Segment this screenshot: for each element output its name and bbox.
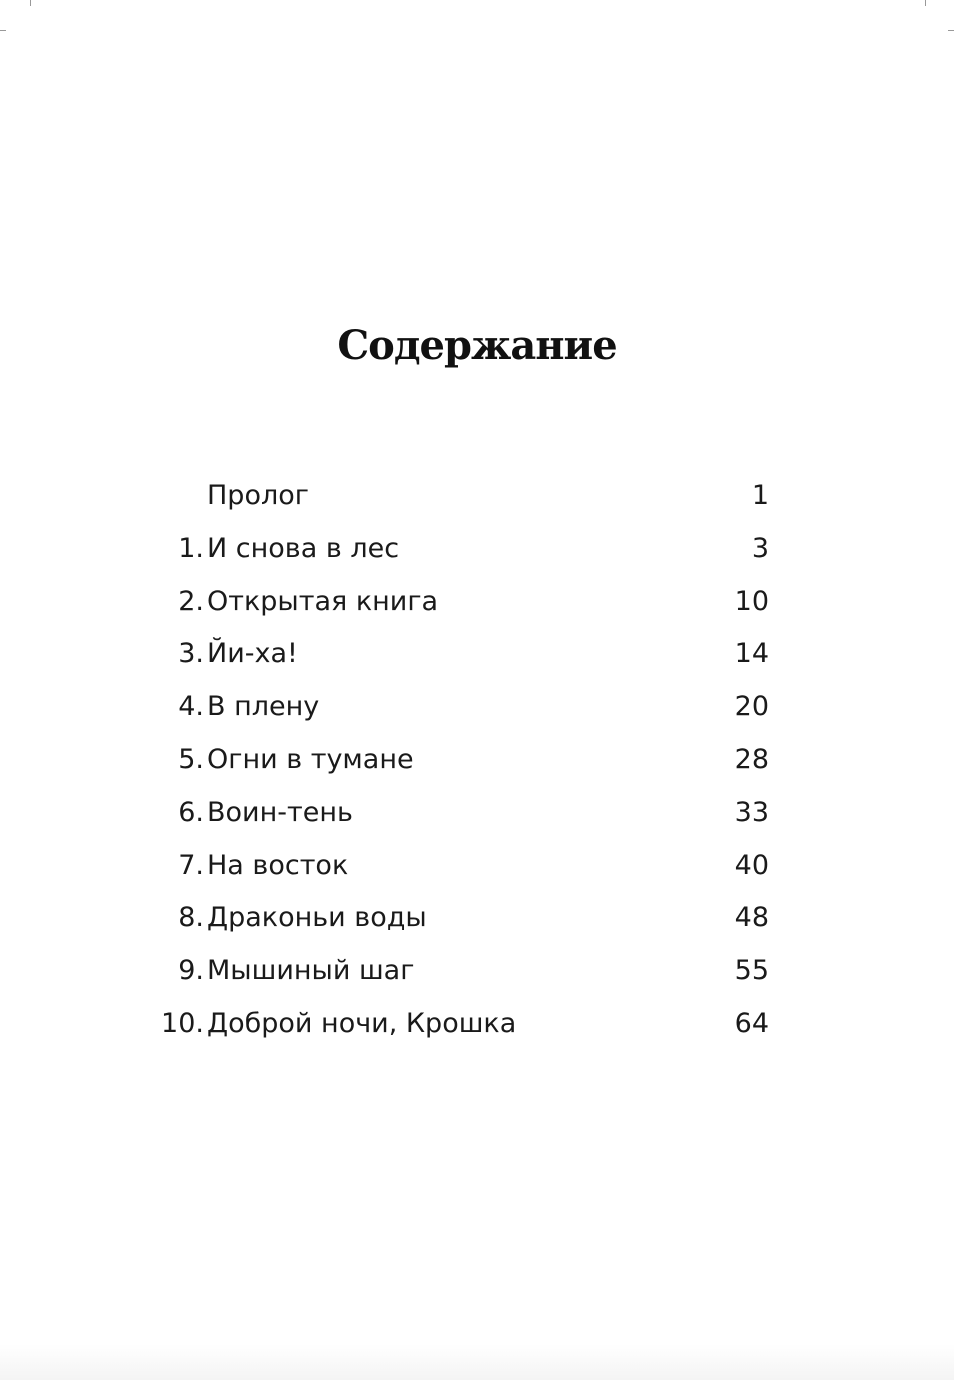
page-number: 40 bbox=[734, 849, 769, 881]
page-number: 64 bbox=[734, 1007, 769, 1039]
chapter-number: 8. bbox=[178, 902, 204, 934]
toc-entry[interactable] bbox=[0, 734, 954, 787]
toc-entry[interactable] bbox=[0, 523, 954, 576]
toc-entry[interactable] bbox=[0, 576, 954, 629]
toc-entry[interactable] bbox=[0, 840, 954, 893]
page-number: 20 bbox=[734, 691, 769, 723]
chapter-number: 3. bbox=[178, 638, 204, 670]
toc-entry[interactable] bbox=[0, 628, 954, 681]
crop-mark bbox=[0, 30, 6, 31]
toc-entry[interactable] bbox=[0, 892, 954, 945]
chapter-number: 5. bbox=[178, 743, 204, 775]
page-number: 1 bbox=[751, 480, 769, 511]
chapter-title: Пролог bbox=[207, 480, 309, 511]
page-bottom-shade bbox=[0, 1344, 954, 1380]
toc-title: Содержание bbox=[337, 322, 617, 369]
chapter-title: И снова в лес bbox=[207, 532, 400, 564]
toc-entry[interactable] bbox=[0, 998, 954, 1051]
chapter-title: Драконьи воды bbox=[207, 902, 427, 934]
chapter-title: Мышиный шаг bbox=[207, 955, 415, 987]
toc-entry[interactable] bbox=[0, 787, 954, 840]
chapter-number: 6. bbox=[178, 796, 204, 828]
page-number: 28 bbox=[734, 743, 769, 775]
page-number: 10 bbox=[734, 585, 769, 617]
chapter-title: Йи-ха! bbox=[207, 638, 298, 670]
toc-entry[interactable] bbox=[0, 470, 954, 523]
chapter-number: 4. bbox=[178, 691, 204, 723]
page-number: 55 bbox=[734, 955, 769, 987]
table-of-contents bbox=[0, 470, 954, 1051]
chapter-number: 7. bbox=[178, 849, 204, 881]
toc-entry[interactable] bbox=[0, 945, 954, 998]
chapter-title: Открытая книга bbox=[207, 585, 439, 617]
chapter-number: 1. bbox=[178, 532, 204, 564]
page-number: 33 bbox=[734, 796, 769, 828]
chapter-number: 2. bbox=[178, 585, 204, 617]
page-number: 3 bbox=[751, 532, 769, 564]
page-number: 14 bbox=[734, 638, 769, 670]
page-number: 48 bbox=[734, 902, 769, 934]
chapter-title: Воин-тень bbox=[207, 796, 353, 828]
crop-mark bbox=[948, 30, 954, 31]
chapter-number: 10. bbox=[161, 1007, 204, 1039]
chapter-title: На восток bbox=[207, 849, 349, 881]
toc-entry[interactable] bbox=[0, 681, 954, 734]
chapter-number: 9. bbox=[178, 955, 204, 987]
chapter-title: Огни в тумане bbox=[207, 743, 414, 775]
chapter-title: Доброй ночи, Крошка bbox=[207, 1007, 517, 1039]
crop-mark bbox=[30, 0, 31, 6]
chapter-title: В плену bbox=[207, 691, 320, 723]
crop-mark bbox=[925, 0, 926, 6]
